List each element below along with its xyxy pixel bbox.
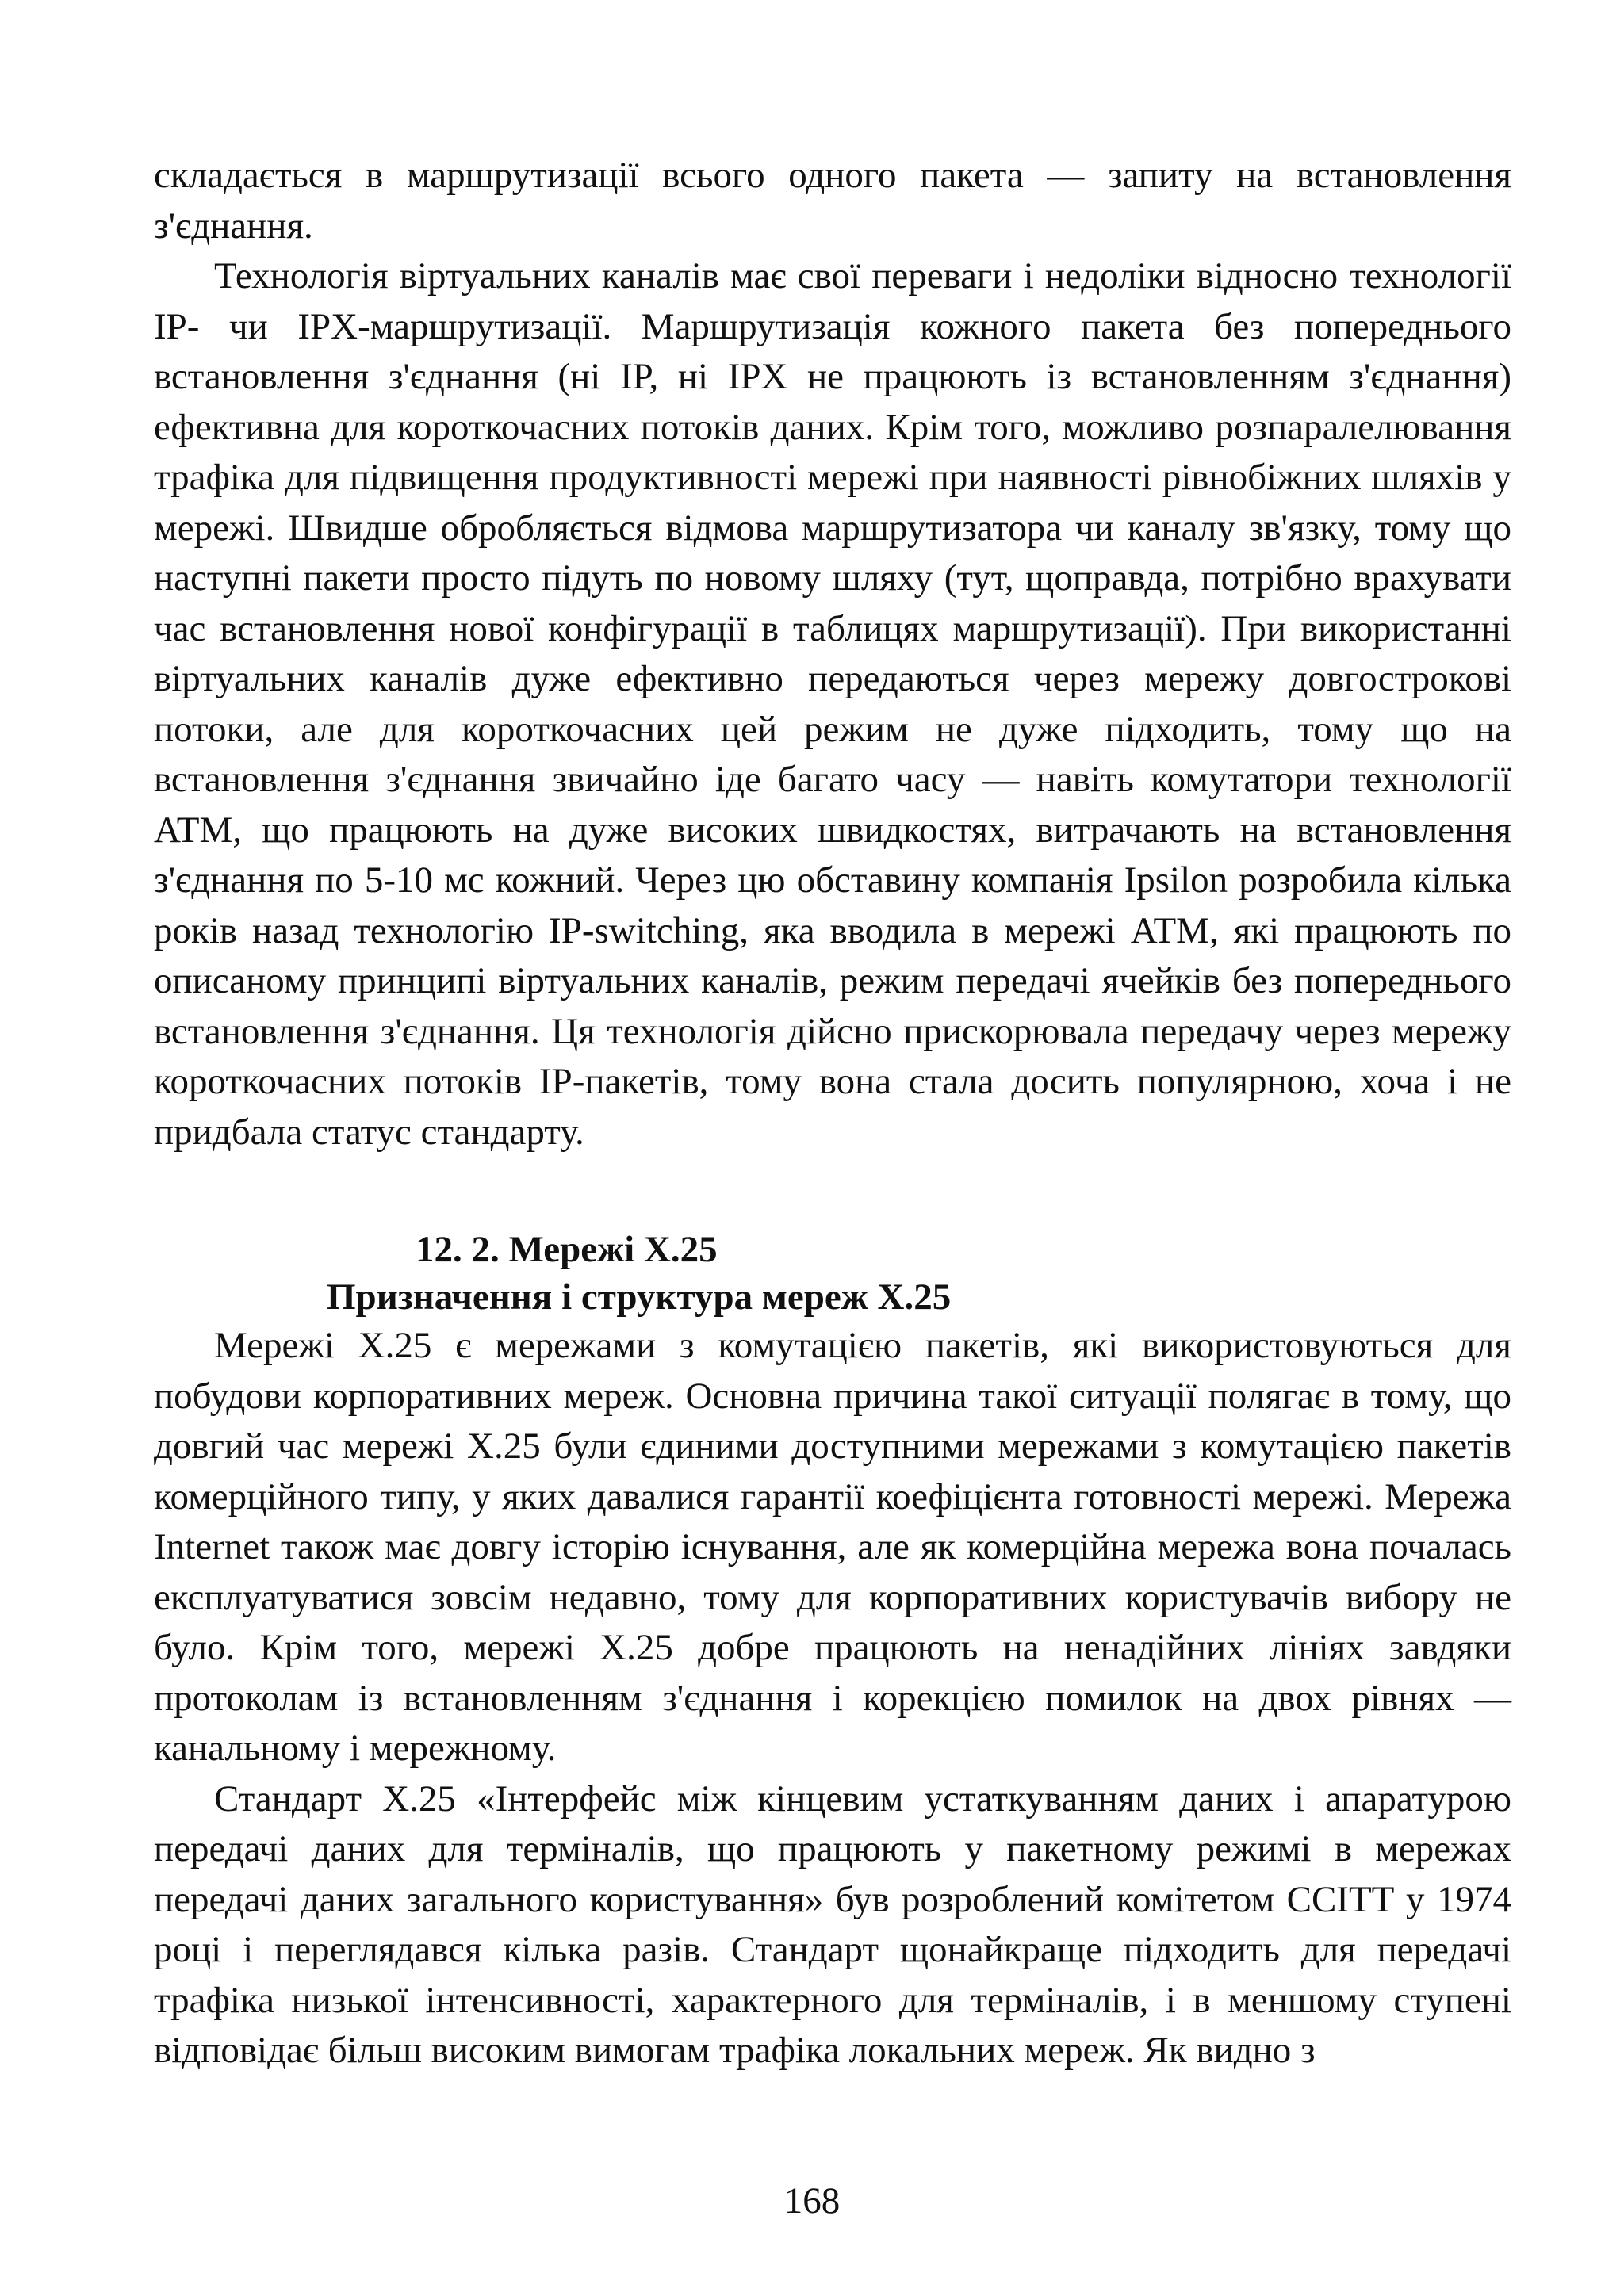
section-heading [154,1226,1511,1321]
paragraph-x25-standard: Стандарт X.25 «Інтерфейс між кінцевим устаткуванням даних і апаратурою передачі даних для терміналів, що працюють у пакетному режимі в мережах передачі даних загального користування» був розроблений комітетом CCITT у 1974 році і переглядався кілька разів. Стандарт щонайкраще підходить для передачі трафіка низької інтенсивності, характерного для терміналів, і в меншому ступені відповідає більш високим вимогам трафіка локальних мереж. Як видно з [154,1777,1511,2071]
section-subtitle: Призначення і структура мереж X.25 [327,1276,952,1318]
document-page [154,151,1511,2076]
paragraph-x25-networks: Мережі X.25 є мережами з комутацією пакетів, які використовуються для побудови корпоративних мереж. Основна причина такої ситуації полягає в тому, що довгий час мережі X.25 були єдиними доступними мережами з комутацією пакетів комерційного типу, у яких давалися гарантії коефіцієнта готовності мережі. Мережа Internet також має довгу історію існування, але як комерційна мережа вона почалась експлуатуватися зовсім недавно, тому для корпоративних користувачів вибору не було. Крім того, мережі X.25 добре працюють на ненадійних лініях завдяки протоколам із встановленням з'єднання і корекцією помилок на двох рівнях — канальному і мережному. [154,1325,1511,1769]
paragraph-continuation: складається в маршрутизації всього одного пакета — запиту на встановлення з'єднання. [154,155,1511,247]
paragraph-virtual-channels: Технологія віртуальних каналів має свої переваги і недоліки відносно технології IP- чи IPX-маршрутизації. Маршрутизація кожного пакета без попереднього встановлення з'єднання (ні IP, ні IPX не працюють із встановленням з'єднання) ефективна для короткочасних потоків даних. Крім того, можливо розпаралелювання трафіка для підвищення продуктивності мережі при наявності рівнобіжних шляхів у мережі. Швидше обробляється відмова маршрутизатора чи каналу зв'язку, тому що наступні пакети просто підуть по новому шляху (тут, щоправда, потрібно врахувати час встановлення нової конфігурації в таблицях маршрутизації). При використанні віртуальних каналів дуже ефективно передаються через мережу довгострокові потоки, але для короткочасних цей режим не дуже підходить, тому що на встановлення з'єднання звичайно іде багато часу — навіть комутатори технології ATM, що працюють на дуже високих швидкостях, витрачають на встановлення з'єднання по 5-10 мс кожний. Через цю обставину компанія Ipsilon розробила кілька років назад технологію IP-switching, яка вводила в мережі ATM, які працюють по описаному принципі віртуальних каналів, режим передачі ячейків без попереднього встановлення з'єднання. Ця технологія дійсно прискорювала передачу через мережу короткочасних потоків IP-пакетів, тому вона стала досить популярною, хоча і не придбала статус стандарту. [154,255,1511,1153]
page-number: 168 [783,2180,841,2221]
section-number-title: 12. 2. Мережі X.25 [416,1229,718,1270]
